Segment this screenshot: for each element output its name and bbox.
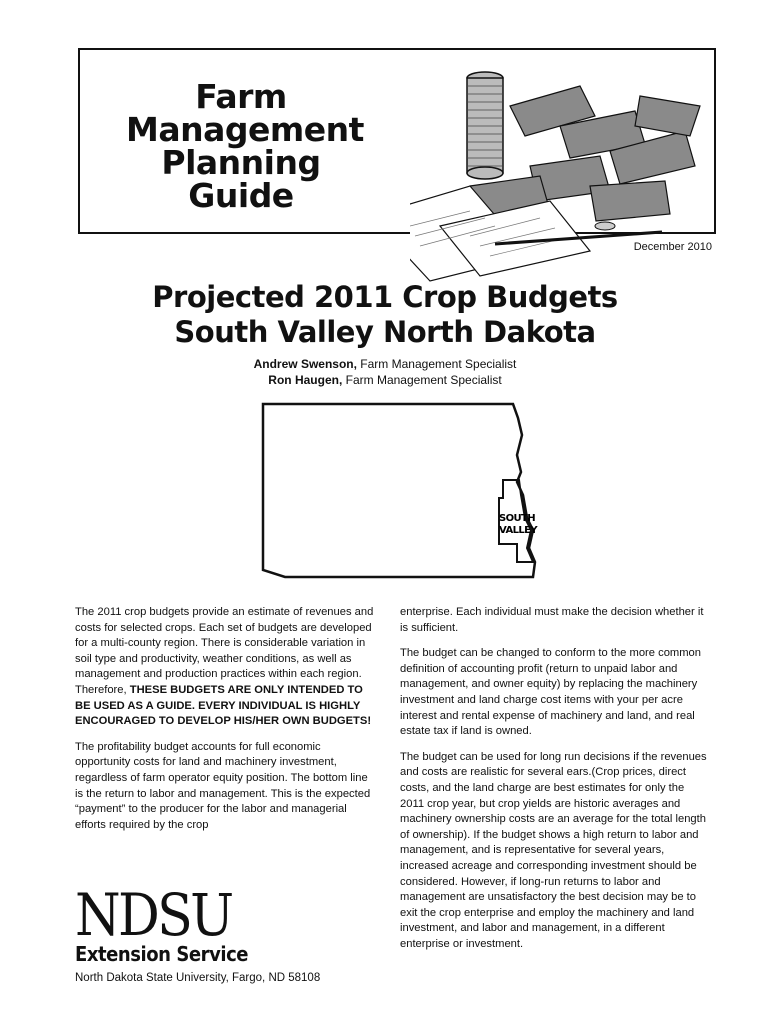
document-title [0,280,770,350]
university-address: North Dakota State University, Fargo, ND 58108 [75,972,321,984]
left-column [75,605,375,843]
north-dakota-map [255,400,555,582]
profitability-paragraph: The profitability budget accounts for full economic opportunity costs for land and machinery investment, regardless of farm operator equity position. The bottom line is the return to labor and management. This is the expected “payment” to the producer for the labor and managerial efforts required by the crop [75,740,371,831]
author-name: Andrew Swenson, [253,357,357,371]
ndsu-extension-logo [75,881,267,966]
publication-date: December 2010 [633,241,712,253]
guide-title [126,77,364,215]
logo-ndsu: NDSU [75,881,232,949]
region-label-valley: VALLEY [499,525,538,536]
author-line [0,372,770,388]
accounting-paragraph: The budget can be changed to conform to the more common definition of accounting profit (return to unpaid labor and management, and owner equity) by replacing the machinery investment and land charge cost items with your per acre interest and rental expense of machinery and land, and real estate tax if land is owned. [400,647,701,738]
intro-text: The 2011 crop budgets provide an estimate of revenues and costs for selected crops. Each set of budgets are developed for a multi-county region. There is considerable variation in soil type and productivity, weather conditions, as well as management and production practices within each region. Therefore, [75,606,374,696]
header-banner [78,48,716,234]
logo-extension-service: Extension Service [75,942,249,966]
guide-title-line: Management [126,110,364,149]
author-role: Farm Management Specialist [342,373,502,387]
long-run-paragraph: The budget can be used for long run decisions if the revenues and costs are realistic for several ears.(Crop prices, direct costs, and the land charge are best estimates for only the 2011 crop year, but crop yields are historic averages and machinery ownership costs are an average for the total length of ownership). If the budget shows a high return to labor and management, and is representative for several years, increased acreage and corresponding investment should be considered. However, if long-run returns to labor and management are unsatisfactory the best decision may be to exit the crop enterprise and employ the machinery and land investment, and labor and management, in a different enterprise or investment. [400,750,707,950]
guide-title-line: Planning [161,143,321,182]
title-line-2: South Valley North Dakota [174,315,596,349]
region-label-south: SOUTH [499,513,536,524]
guide-title-line: Guide [188,176,294,215]
intro-paragraph [75,605,375,730]
guide-title-line: Farm [195,77,287,116]
guide-warning: THESE BUDGETS ARE ONLY INTENDED TO BE USED AS A GUIDE. EVERY INDIVIDUAL IS HIGHLY ENCOURAGED TO DEVELOP HIS/HER OWN BUDGETS! [75,683,372,728]
author-name: Ron Haugen, [268,373,343,387]
money-and-papers-illustration [410,66,770,316]
author-line [0,356,770,372]
author-role: Farm Management Specialist [356,357,517,371]
right-column [400,605,710,962]
author-list [0,356,770,388]
state-outline [263,404,535,577]
enterprise-paragraph: enterprise. Each individual must make the decision whether it is sufficient. [400,606,704,634]
title-line-1: Projected 2011 Crop Budgets [152,280,618,314]
